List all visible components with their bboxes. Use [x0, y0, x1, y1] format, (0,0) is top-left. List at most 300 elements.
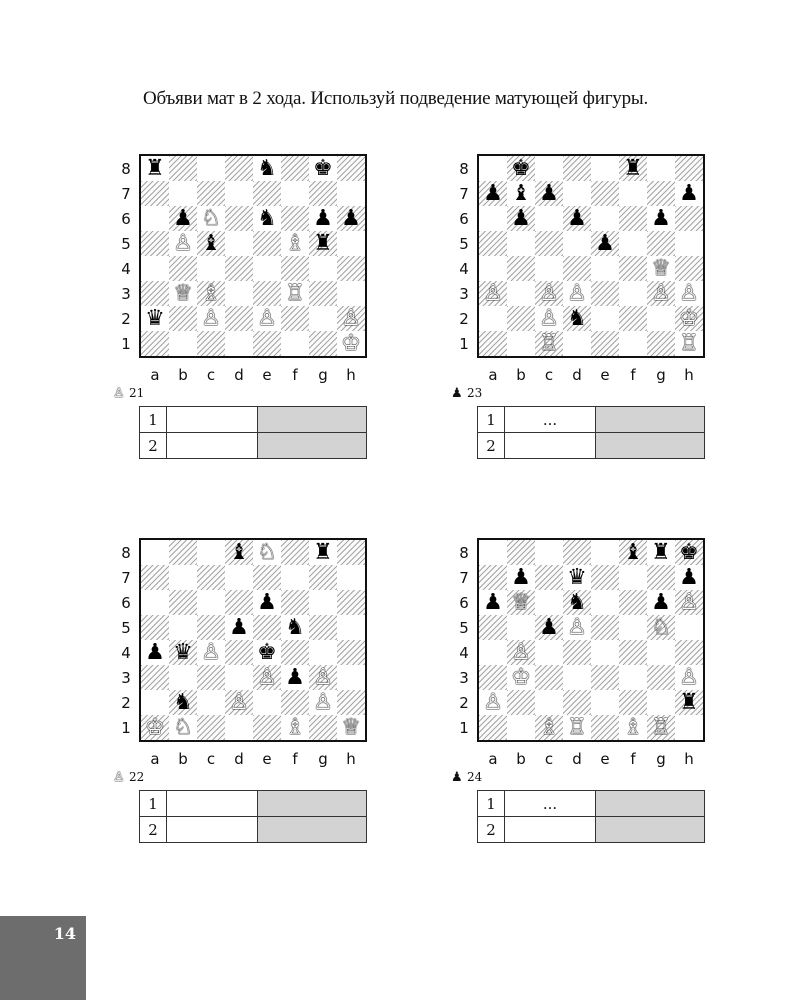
- puzzle-number: [113, 770, 144, 785]
- square-b2: [507, 690, 535, 715]
- square-g4: [647, 640, 675, 665]
- square-b2: [507, 306, 535, 331]
- file-label: g: [318, 750, 328, 768]
- square-e1: [591, 331, 619, 356]
- page-number: 14: [53, 924, 76, 943]
- black-piece-f8: ♜: [623, 156, 643, 181]
- answer-field-grey[interactable]: [258, 433, 367, 459]
- file-label: a: [488, 366, 498, 384]
- black-piece-b7: ♝: [511, 181, 531, 206]
- file-label: g: [656, 366, 666, 384]
- file-label: d: [572, 750, 582, 768]
- square-f2: [619, 690, 647, 715]
- black-piece-d2: ♞: [567, 306, 587, 331]
- chessboard: [477, 154, 705, 358]
- puzzle-number-text: 22: [129, 770, 145, 784]
- file-label: h: [684, 366, 694, 384]
- rank-label: 8: [121, 544, 131, 562]
- answer-field-grey[interactable]: [596, 433, 705, 459]
- square-f6: [619, 590, 647, 615]
- square-h5: [337, 231, 365, 256]
- square-h5: [675, 615, 703, 640]
- rank-label: 7: [459, 185, 469, 203]
- square-c4: [535, 256, 563, 281]
- square-f1: [619, 331, 647, 356]
- black-piece-e4: ♚: [257, 640, 277, 665]
- square-c5: [535, 231, 563, 256]
- file-label: f: [292, 750, 298, 768]
- file-label: b: [516, 366, 526, 384]
- square-b8: [169, 540, 197, 565]
- answer-row: [478, 407, 705, 433]
- answer-field[interactable]: [167, 407, 258, 433]
- white-piece-f3: ♖: [285, 281, 305, 306]
- square-h8: [675, 156, 703, 181]
- square-a4: [141, 256, 169, 281]
- square-e4: [591, 640, 619, 665]
- square-e3: [591, 665, 619, 690]
- square-a2: [141, 690, 169, 715]
- file-label: e: [262, 750, 272, 768]
- square-d2: [563, 690, 591, 715]
- square-a5: [479, 231, 507, 256]
- square-b2: [169, 306, 197, 331]
- white-piece-c3: ♗: [201, 281, 221, 306]
- black-piece-d7: ♛: [567, 565, 587, 590]
- square-b5: [169, 615, 197, 640]
- file-label: b: [516, 750, 526, 768]
- black-piece-h8: ♚: [679, 540, 699, 565]
- square-f4: [619, 640, 647, 665]
- square-f8: [281, 540, 309, 565]
- answer-field-grey[interactable]: [258, 407, 367, 433]
- white-piece-h3: ♙: [679, 665, 699, 690]
- white-piece-b6: ♕: [511, 590, 531, 615]
- answer-field[interactable]: ...: [505, 791, 596, 817]
- square-f6: [281, 590, 309, 615]
- file-label: e: [600, 366, 610, 384]
- square-d4: [225, 256, 253, 281]
- square-e6: [591, 206, 619, 231]
- white-piece-b1: ♘: [173, 715, 193, 740]
- square-d6: [225, 590, 253, 615]
- square-d3: [563, 665, 591, 690]
- chessboard: [139, 538, 367, 742]
- white-piece-f5: ♗: [285, 231, 305, 256]
- rank-label: 6: [459, 594, 469, 612]
- file-label: h: [346, 750, 356, 768]
- answer-field[interactable]: ...: [505, 407, 596, 433]
- square-a3: [479, 665, 507, 690]
- rank-label: 7: [121, 569, 131, 587]
- answer-table: [477, 406, 705, 459]
- square-c3: [535, 665, 563, 690]
- square-f3: [619, 665, 647, 690]
- square-a8: [479, 540, 507, 565]
- square-g1: [309, 715, 337, 740]
- square-e7: [591, 565, 619, 590]
- task-instruction: Объяви мат в 2 хода. Используй подведение матующей фигуры.: [143, 88, 648, 109]
- puzzle-number: [451, 770, 482, 785]
- rank-label: 1: [459, 335, 469, 353]
- square-e3: [253, 281, 281, 306]
- square-d1: [563, 331, 591, 356]
- square-d1: [225, 331, 253, 356]
- rank-label: 4: [121, 260, 131, 278]
- black-piece-g6: ♟: [651, 590, 671, 615]
- rank-label: 2: [459, 694, 469, 712]
- square-h4: [337, 256, 365, 281]
- square-c6: [535, 206, 563, 231]
- answer-table: [139, 406, 367, 459]
- white-piece-b5: ♙: [173, 231, 193, 256]
- white-piece-h1: ♕: [341, 715, 361, 740]
- square-g5: [309, 615, 337, 640]
- square-e5: [253, 231, 281, 256]
- square-a6: [141, 206, 169, 231]
- square-e1: [253, 331, 281, 356]
- square-f2: [281, 306, 309, 331]
- square-e5: [591, 615, 619, 640]
- puzzle-21: [113, 154, 379, 484]
- white-piece-f1: ♗: [285, 715, 305, 740]
- rank-label: 8: [121, 160, 131, 178]
- black-piece-f3: ♟: [285, 665, 305, 690]
- square-d6: [225, 206, 253, 231]
- square-b1: [507, 331, 535, 356]
- square-c6: [197, 590, 225, 615]
- square-f7: [281, 565, 309, 590]
- square-g3: [647, 665, 675, 690]
- rank-label: 8: [459, 544, 469, 562]
- square-f7: [619, 181, 647, 206]
- square-g2: [647, 306, 675, 331]
- square-c5: [197, 615, 225, 640]
- black-piece-b8: ♚: [511, 156, 531, 181]
- rank-label: 2: [459, 310, 469, 328]
- square-f1: [281, 331, 309, 356]
- white-piece-c1: ♖: [539, 331, 559, 356]
- black-piece-h6: ♟: [341, 206, 361, 231]
- file-label: d: [572, 366, 582, 384]
- square-e7: [253, 181, 281, 206]
- rank-label: 2: [121, 694, 131, 712]
- square-f4: [619, 256, 647, 281]
- square-e7: [591, 181, 619, 206]
- white-piece-g1: ♖: [651, 715, 671, 740]
- black-piece-h7: ♟: [679, 565, 699, 590]
- square-d7: [225, 565, 253, 590]
- square-a8: [479, 156, 507, 181]
- puzzle-number-text: 21: [129, 386, 145, 400]
- file-label: a: [488, 750, 498, 768]
- square-b7: [169, 181, 197, 206]
- square-b4: [169, 256, 197, 281]
- black-piece-a6: ♟: [483, 590, 503, 615]
- black-piece-a2: ♛: [145, 306, 165, 331]
- square-c8: [197, 156, 225, 181]
- move-number: 1: [478, 407, 505, 433]
- white-piece-g2: ♙: [313, 690, 333, 715]
- rank-label: 7: [121, 185, 131, 203]
- black-piece-h7: ♟: [679, 181, 699, 206]
- square-c4: [197, 256, 225, 281]
- answer-field-grey[interactable]: [258, 791, 367, 817]
- black-pawn-icon: ♟: [451, 386, 463, 401]
- file-label: f: [630, 366, 636, 384]
- square-h8: [337, 156, 365, 181]
- answer-row: [478, 791, 705, 817]
- square-c4: [535, 640, 563, 665]
- square-e5: [253, 615, 281, 640]
- square-b1: [169, 331, 197, 356]
- answer-field[interactable]: [505, 433, 596, 459]
- file-label: c: [544, 750, 554, 768]
- black-piece-c7: ♟: [539, 181, 559, 206]
- black-piece-a8: ♜: [145, 156, 165, 181]
- black-piece-d6: ♞: [567, 590, 587, 615]
- white-piece-c1: ♗: [539, 715, 559, 740]
- black-piece-c5: ♝: [201, 231, 221, 256]
- square-a1: [479, 331, 507, 356]
- black-piece-f8: ♝: [623, 540, 643, 565]
- black-piece-g5: ♜: [313, 231, 333, 256]
- file-label: c: [206, 750, 216, 768]
- square-g7: [647, 181, 675, 206]
- file-label: b: [178, 366, 188, 384]
- rank-label: 5: [121, 619, 131, 637]
- square-g7: [309, 565, 337, 590]
- square-b5: [507, 231, 535, 256]
- answer-field-grey[interactable]: [596, 791, 705, 817]
- white-piece-c2: ♙: [539, 306, 559, 331]
- answer-row: [140, 407, 367, 433]
- move-number: 2: [140, 433, 167, 459]
- square-d3: [225, 281, 253, 306]
- square-e8: [591, 156, 619, 181]
- move-number: 1: [140, 791, 167, 817]
- square-c3: [197, 665, 225, 690]
- rank-label: 3: [459, 669, 469, 687]
- move-number: 2: [140, 817, 167, 843]
- square-f7: [281, 181, 309, 206]
- answer-field-grey[interactable]: [596, 817, 705, 843]
- puzzle-number-text: 23: [467, 386, 483, 400]
- square-h2: [337, 690, 365, 715]
- square-a8: [141, 540, 169, 565]
- answer-table: [139, 790, 367, 843]
- square-b6: [169, 590, 197, 615]
- black-piece-e5: ♟: [595, 231, 615, 256]
- rank-label: 7: [459, 569, 469, 587]
- black-piece-e8: ♞: [257, 156, 277, 181]
- square-a5: [141, 231, 169, 256]
- black-piece-h2: ♜: [679, 690, 699, 715]
- answer-row: [140, 433, 367, 459]
- white-piece-c4: ♙: [201, 640, 221, 665]
- square-f4: [281, 640, 309, 665]
- black-piece-a4: ♟: [145, 640, 165, 665]
- black-piece-a7: ♟: [483, 181, 503, 206]
- square-g2: [309, 306, 337, 331]
- black-piece-d8: ♝: [229, 540, 249, 565]
- black-piece-d5: ♟: [229, 615, 249, 640]
- square-f6: [281, 206, 309, 231]
- square-b3: [507, 281, 535, 306]
- white-piece-h1: ♔: [341, 331, 361, 356]
- answer-field-grey[interactable]: [596, 407, 705, 433]
- file-label: c: [544, 366, 554, 384]
- square-c6: [535, 590, 563, 615]
- rank-label: 8: [459, 160, 469, 178]
- square-e4: [591, 256, 619, 281]
- square-c1: [197, 715, 225, 740]
- square-d4: [563, 640, 591, 665]
- black-piece-e6: ♞: [257, 206, 277, 231]
- square-e6: [591, 590, 619, 615]
- puzzle-number-text: 24: [467, 770, 483, 784]
- white-piece-d5: ♙: [567, 615, 587, 640]
- square-e2: [591, 690, 619, 715]
- square-a6: [479, 206, 507, 231]
- rank-label: 2: [121, 310, 131, 328]
- square-f8: [281, 156, 309, 181]
- square-c7: [197, 565, 225, 590]
- square-b7: [169, 565, 197, 590]
- square-f5: [619, 615, 647, 640]
- square-e2: [253, 690, 281, 715]
- square-c2: [197, 690, 225, 715]
- black-piece-b6: ♟: [173, 206, 193, 231]
- rank-label: 4: [459, 644, 469, 662]
- white-pawn-icon: ♙: [113, 386, 125, 401]
- rank-label: 5: [459, 619, 469, 637]
- white-piece-h1: ♖: [679, 331, 699, 356]
- answer-row: [478, 817, 705, 843]
- square-g4: [309, 256, 337, 281]
- file-label: g: [656, 750, 666, 768]
- file-label: b: [178, 750, 188, 768]
- white-piece-b3: ♔: [511, 665, 531, 690]
- white-piece-h3: ♙: [679, 281, 699, 306]
- square-h5: [675, 231, 703, 256]
- rank-label: 5: [459, 235, 469, 253]
- answer-field[interactable]: [167, 791, 258, 817]
- square-h1: [675, 715, 703, 740]
- black-piece-b7: ♟: [511, 565, 531, 590]
- square-a1: [141, 331, 169, 356]
- rank-label: 4: [459, 260, 469, 278]
- square-d3: [225, 665, 253, 690]
- square-g1: [309, 331, 337, 356]
- white-piece-a1: ♔: [145, 715, 165, 740]
- square-f7: [619, 565, 647, 590]
- square-a7: [479, 565, 507, 590]
- square-g7: [309, 181, 337, 206]
- black-pawn-icon: ♟: [451, 770, 463, 785]
- square-h5: [337, 615, 365, 640]
- square-e1: [253, 715, 281, 740]
- white-piece-c3: ♙: [539, 281, 559, 306]
- white-piece-d2: ♙: [229, 690, 249, 715]
- white-piece-h2: ♔: [679, 306, 699, 331]
- square-g7: [647, 565, 675, 590]
- white-piece-b3: ♕: [173, 281, 193, 306]
- white-piece-e2: ♙: [257, 306, 277, 331]
- answer-field-grey[interactable]: [258, 817, 367, 843]
- square-c8: [535, 540, 563, 565]
- rank-label: 6: [121, 210, 131, 228]
- square-d2: [225, 306, 253, 331]
- answer-table: [477, 790, 705, 843]
- chessboard: [139, 154, 367, 358]
- square-d4: [225, 640, 253, 665]
- white-pawn-icon: ♙: [113, 770, 125, 785]
- square-f2: [619, 306, 647, 331]
- black-piece-b6: ♟: [511, 206, 531, 231]
- rank-label: 1: [121, 335, 131, 353]
- square-f2: [281, 690, 309, 715]
- square-b1: [507, 715, 535, 740]
- white-piece-a3: ♙: [483, 281, 503, 306]
- move-number: 1: [140, 407, 167, 433]
- black-piece-b2: ♞: [173, 690, 193, 715]
- square-c7: [535, 565, 563, 590]
- file-label: h: [346, 366, 356, 384]
- square-a1: [479, 715, 507, 740]
- square-e1: [591, 715, 619, 740]
- square-b8: [507, 540, 535, 565]
- square-d7: [563, 181, 591, 206]
- white-piece-f1: ♗: [623, 715, 643, 740]
- square-a7: [141, 181, 169, 206]
- black-piece-f5: ♞: [285, 615, 305, 640]
- rank-label: 6: [121, 594, 131, 612]
- square-a2: [479, 306, 507, 331]
- square-h3: [337, 665, 365, 690]
- square-d1: [225, 715, 253, 740]
- rank-label: 1: [121, 719, 131, 737]
- white-piece-d3: ♙: [567, 281, 587, 306]
- square-b5: [507, 615, 535, 640]
- white-piece-e8: ♘: [257, 540, 277, 565]
- move-number: 2: [478, 433, 505, 459]
- square-d8: [563, 156, 591, 181]
- puzzle-number: [113, 386, 144, 401]
- move-number: 2: [478, 817, 505, 843]
- black-piece-d6: ♟: [567, 206, 587, 231]
- rank-label: 4: [121, 644, 131, 662]
- answer-field[interactable]: [167, 433, 258, 459]
- puzzle-22: [113, 538, 379, 868]
- file-label: a: [150, 366, 160, 384]
- square-d5: [225, 231, 253, 256]
- puzzle-24: [451, 538, 717, 868]
- square-e4: [253, 256, 281, 281]
- answer-field[interactable]: [505, 817, 596, 843]
- answer-field[interactable]: [167, 817, 258, 843]
- square-g8: [647, 156, 675, 181]
- black-piece-e6: ♟: [257, 590, 277, 615]
- puzzle-23: [451, 154, 717, 484]
- file-label: c: [206, 366, 216, 384]
- square-a5: [479, 615, 507, 640]
- square-d4: [563, 256, 591, 281]
- answer-row: [478, 433, 705, 459]
- square-g2: [647, 690, 675, 715]
- file-label: d: [234, 750, 244, 768]
- square-g3: [309, 281, 337, 306]
